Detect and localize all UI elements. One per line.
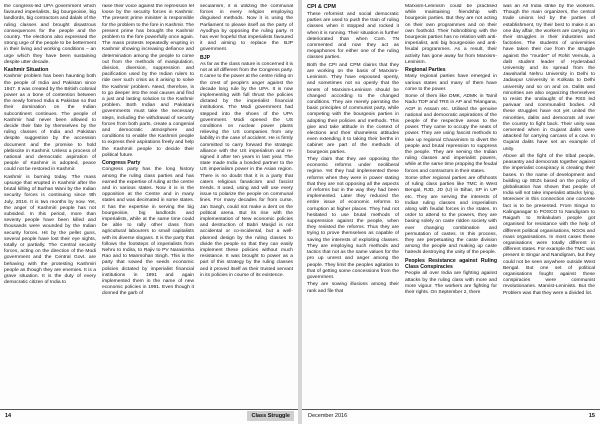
paragraph: Congress party has the long history among the ruling class parties and has earned the expertise of ruling at the centre and in various states. Now it is in the opposition at the Centre and in many states and was decimated in some states. It has the expertise in serving the big bourgeoisie, big landlords and imperialists, while at the same time could be able to rally other class from agricultural labourers to small capitalists with its diverse slogans. It is the party that follows the footsteps of imperialists from Nehru to Indira, to Rajiv to PV Narasimha Rao and to Manmohan Singh. This is the party that sowed the seeds economic policies dictated by imperialist financial institutions in 1991 and again implemented them in the name of new economic policies in 1991. Even though it donned the garb of <box>102 167 194 297</box>
left-column-2 <box>102 4 194 406</box>
page-number-right: 15 <box>588 413 595 419</box>
footer-rule <box>302 409 600 410</box>
section-heading: Regional Parties <box>405 67 446 74</box>
paragraph: Many regional parties have emerged in various states and many of them have come to the power. <box>405 74 497 92</box>
right-column-2 <box>405 4 497 406</box>
issue-date: December 2016 <box>308 413 348 419</box>
paragraph: raise their voice against the repression let loose by the security forces in Kashmir. The present prime minister is responsible for the problem to the fore in Kashmir. The present prime has brought the Kashmir problem to the fore powerfully once again. The mass protests repeatedly erupting in Kashmir showing increasing defiance and determination among the people to come out from the methods of manipulation, division, diversion, suppression and pacification used by the Indian rulers to ride over such crisis as it arising to solve the Kashmir problem. Need, therefore, is to go deeper into the real causes and find a just and lasting solution to the Kashmir problem. Both Indian and Pakistani governments must take the necessary steps, including the withdrawal of security forces from both parts, create a congenial and democratic atmosphere and conditions to enable the Kashmiri people to express their aspirations freely and help the Kashmiri people to decide their political future. <box>102 4 194 158</box>
paragraph: Above all the fight of the tribal people, peasantry and democrats together against the imperialist conspiracy is creating their bases. In the name of development and building up SEZs based on the policy of globalisation has shown that people of India will not take imperialist attacks lying. Moreover in this connection one concrete fact is to be presented. From Singur to Kalinganagar to POSCO to Nandigram to Raigarh to Srikakulam people got organised for resistance with the help of different political organisations, NGOs and mass organisations. In most cases these organisations were totally different in different states. For example the TMC was present in Singur and Nandigram, but they could not be seen anywhere outside West Bengal. But one set of political organisations fought against these conspiracies were communist revolutionaries. Marxist-Leninists. But the Problem was that they were a divided lot. <box>503 154 595 296</box>
paragraph: Some other regional parties are offshoots of ruling class parties like TMC in West Bengal, RJD, JD (U) in Bihar, SP in UP etc. They are serving the interests of Indian ruling classes and imperialism along with feudal forces in the states. In order to attend to the powers, they are basing solely on caste ridden society with ever changing combination and permutation of castes. In this process, they are perpetuating the caste division among the people and making up caste hatreds destroying the unity of the people. <box>405 175 497 256</box>
magazine-name: Class Struggle <box>247 411 294 421</box>
paragraph: Kashmir problem has been haunting both the people of India and Pakistan since 1947. It was created by the British colonial power as a bone of contention between the newly formed India & Pakistan so that their domination on the Indian subcontinent continues. The people of Kashmir had never been allowed to decide their fate by themselves by the ruling classes of India and Pakistan despite suggestion by the accession document and the promise to hold plebiscite in Kashmir. Unless a process of national and democratic aspiration of people of Kashmir is adopted, peace could not be restored in Kashmir. <box>4 74 96 173</box>
paragraph: As far as the class nature is concerned it is not at all different from the Congress party. It came to the power at the centre riding on the crest of people's anger against the decade long rule by the UPA. It is now implementing with full thrust the policies dictated by the imperialist financial institutions. The Modi government had stepped into the shoes of the UPA government. Modi opened the US conditions on nuclear power plants relieving the US companies from any liability in the case of accident. He is firmly committed to carry forward the strategic alliance with the US imperialism and re-signed it after ten years in last year. The state made India a bonded partner to the US imperialism power in the Asian region. There is no doubt that it is a party that caters religious fanaticism and fascist trends. It used, using and will use every issue to polarize the people on communal lines. For many decades for from curse, Jan Sangh, could not make a dent on the political arena. But its rise with the implementation of New economic policies and destruction of Babri Masjid is not accidental or co-incidental, but a well-planned design by the ruling classes to divide the people so that they can easily implement these policies without much resistance. It was brought to power as a part of this strategy by the ruling classes and it proved itself as their trusted servant in its policies in course of its existence. <box>200 61 293 278</box>
paragraph: They are sowing illusions among their rank and file that <box>307 282 399 294</box>
paragraph: secularism, it is utilizing the communal forces in every religion employing disguised methods. Now it is using the Parliament to please itself as the party of Ayodhya by opposing the ruling party. It has ever hopeful that imperialists favoured it and aiming to replace the BJP government. <box>200 4 293 53</box>
section-heading: Peoples Resistance against Ruling Class Conspiracies <box>405 257 497 271</box>
left-column-3 <box>200 4 293 406</box>
paragraph: was an All India strike by the workers. Though the main organizers, the central trade unions led by the parties of establishment, try their best to make it an one day affair, the workers are carrying on their struggles in their industries and factories. The students of universities have taken their cue from the struggle against the "murder" of Rohit Vemula, a dalit student leader of Hyderabad University and its spread from the Jawaharlal Nehru University in Delhi to Jadavpur University in Kolkata to Delhi university and so on and on. Dalits and minorities are also organizing themselves to resist the onslaught of the RSS led parivaar and communalist bodies. All these struggles have not yet united the minorities, dalits and democrats all over the country to fight back. Their unity was cemented when in Gujarat dalits were attacked for carrying carcass of a cow. In Gujarat dalits have set an example of unity. <box>503 4 595 152</box>
article-heading: CPI & CPM <box>307 4 336 10</box>
page-number-left: 14 <box>5 413 12 419</box>
paragraph: Both the CPI and CPM claims that they are working on the basis of Marxism-Leninism. They have espoused openly, and sometimes not so openly that the tenets of Marxism-Leninism should be changed according to the changed conditions. They are merely parroting the basic principles of communist party, while competing with the bourgeois parties in adopting their policies and methods. This give and take attitude in the context of elections and their shameless attitudes even extending it to taking their berths in cabinet are part of the methods of bourgeois parties. <box>307 62 399 155</box>
paragraph: Marxism-Leninism could be practised while maintaining friendship with bourgeois parties. But they are not acting on their own programmes and on their own foothold. Their hobnobbing with the bourgeois parties has no relation with anti-imperialist, anti big bourgeoisie and anti-feudal programmes. As a result, their activity has gone away far from Marxism-Leninism. <box>405 4 497 65</box>
right-footer <box>302 409 600 424</box>
right-column-1 <box>307 4 399 406</box>
paragraph: Some of them like DMK, ADMK in Tamil Nadu TDP and TRS in AP and Telangana, AGP in Assam etc. Utilised the genuine national and democratic aspirations of the people of the respective areas to the power. They came to occupy the seats of power. They are using fascist methods to take up regional Chauvinism to divert the people and brutal repression to suppress the people. They are serving the Indian ruling classes and imperialist powers, while at the same time propping the feudal forces and contractors in their states. <box>405 94 497 174</box>
right-column-3 <box>503 4 595 406</box>
section-heading: Kashmir Situation <box>4 67 49 74</box>
left-page <box>0 0 298 424</box>
left-column-1 <box>4 4 96 406</box>
paragraph: They claim that they are opposing the economic reforms under neoliberal regime. Yet they had implemented these reforms when they were in power stating that they are not opposing all the aspects of reforms but in the way they had been implemented. Later they reduced the entire issue of economic reforms to corruption at higher places. They had not hesitated to use brutal methods of suppression against the people, when they resisted the reforms. Thus they are trying to prove themselves as capable of saving the interests of exploiting classes. They are employing such methods and tactics that not as the same values for the pro up unrest and anger among the people. They limit the peoples agitation to that of getting some concessions from the government. <box>307 157 399 280</box>
right-page <box>302 0 600 424</box>
paragraph: the congress-led UPA government which favoured imperialists, big bourgeoisie, big landlords, big contractors and dalals of the ruling classes and brought disastrous consequences for the people and the country. The elections also expressed the strong urge of the people to be betterment in their living and working conditions – an urge which they have been sustaining despite utter decade. <box>4 4 96 65</box>
section-heading: Congress Party <box>102 160 141 167</box>
paragraph: Kashmir is burning today. The mass upsurge that erupted in Kashmir after the brutal killing of Burhan Wani by the Indian security forces is continuing since 9th July, 2016. It is two months by now. Yet, the anger of Kashmiri people has not subsided. In this period, more than seventy people have been killed and thousands were wounded by the Indian security forces. Hit by the pellet guns, several people have lost their eye sights, totally or partially. The Central security forces, acting on the direction of the Modi government and the Central Govt. are behaving with the protesting Kashmiri people as though they are enemies. It is a grave situation. It is the duty of every democratic citizen of India to <box>4 174 96 286</box>
footer-rule <box>0 409 298 410</box>
paragraph: These reformist and social democratic parties are used to push the train of ruling classes when it stopped and rocked it when it is running. Their situation is further deteriorated than when Com. TN commented and now they act as megaphones for either one of the ruling classes parties. <box>307 12 399 61</box>
left-footer <box>0 409 298 424</box>
paragraph: People all over India are fighting against attacks by the ruling class with more and more vigour. The workers are fighting for their rights. On September 2, there <box>405 271 497 296</box>
section-heading: BJP <box>200 54 211 61</box>
